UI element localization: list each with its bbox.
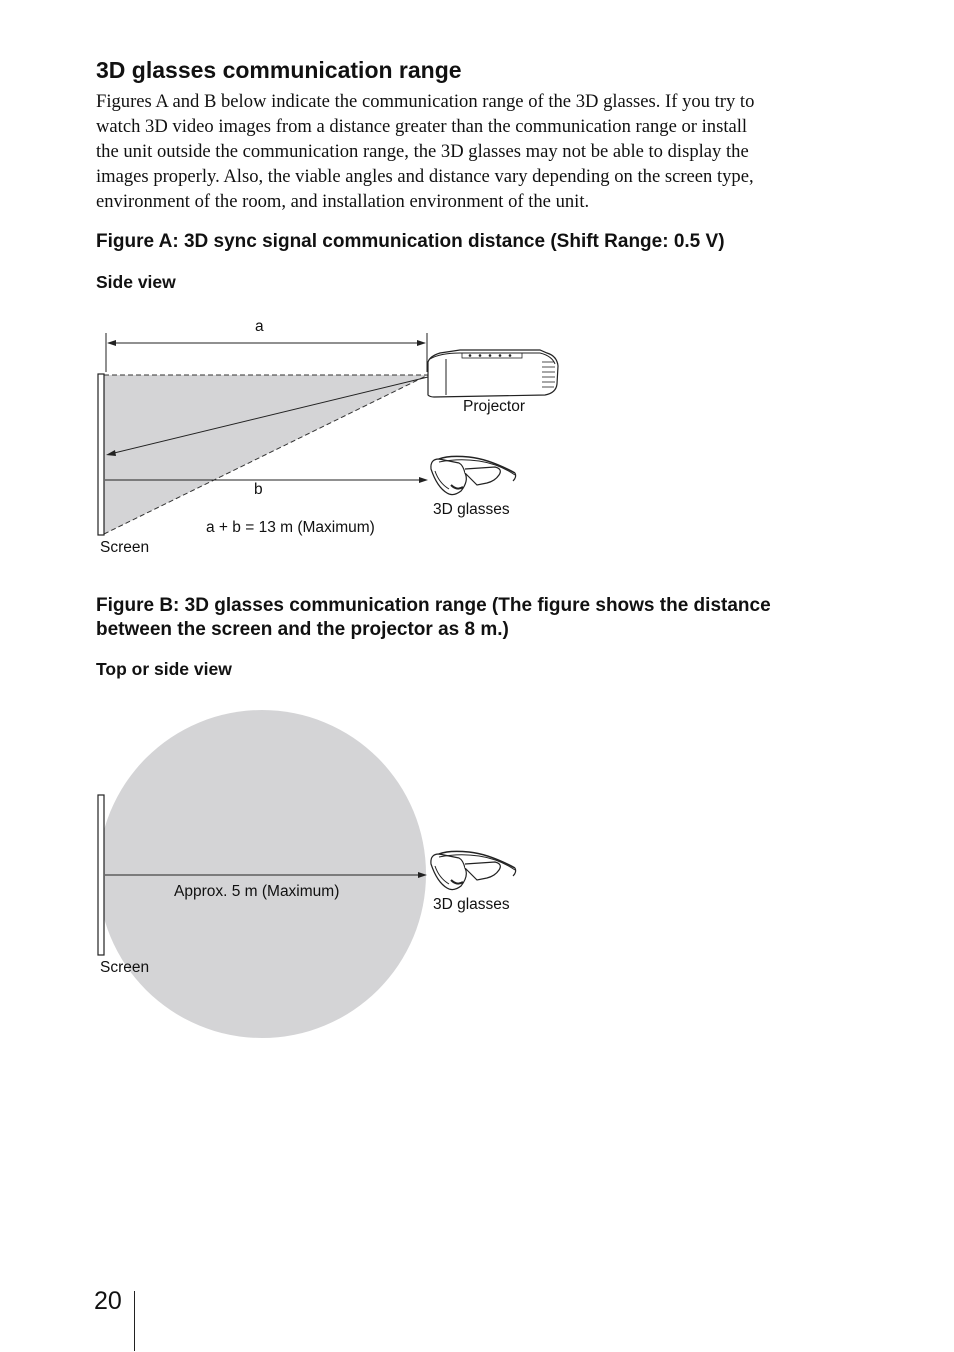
page-number-rule — [134, 1291, 135, 1351]
3d-glasses-icon — [431, 851, 516, 889]
intro-line: watch 3D video images from a distance greater than the communication range or install — [96, 116, 748, 137]
figure-b-view-label: Top or side view — [96, 659, 232, 679]
max-distance-label: Approx. 5 m (Maximum) — [174, 883, 340, 900]
communication-range-circle — [98, 710, 426, 1038]
page-number: 20 — [94, 1287, 122, 1315]
glasses-label: 3D glasses — [433, 501, 510, 518]
max-distance-label: a + b = 13 m (Maximum) — [206, 519, 375, 536]
intro-line: environment of the room, and installation environment of the unit. — [96, 191, 590, 212]
figure-b-heading-line: between the screen and the projector as 8 m.) — [96, 619, 509, 640]
screen-label: Screen — [100, 539, 150, 556]
intro-line: images properly. Also, the viable angles and distance vary depending on the screen type, — [96, 166, 754, 187]
distance-b-label: b — [254, 481, 263, 498]
screen-shape — [98, 795, 104, 955]
intro-line: the unit outside the communication range, the 3D glasses may not be able to display the — [96, 141, 749, 162]
glasses-label: 3D glasses — [433, 896, 510, 913]
figure-a-view-label: Side view — [96, 272, 176, 292]
intro-line: Figures A and B below indicate the communication range of the 3D glasses. If you try to — [96, 91, 755, 112]
distance-a-label: a — [255, 318, 264, 335]
screen-label: Screen — [100, 959, 150, 976]
figure-a-heading: Figure A: 3D sync signal communication distance (Shift Range: 0.5 V) — [96, 231, 725, 252]
figure-b-heading-line: Figure B: 3D glasses communication range (The figure shows the distance — [96, 595, 771, 616]
section-title: 3D glasses communication range — [96, 57, 462, 83]
projector-label: Projector — [463, 398, 526, 415]
